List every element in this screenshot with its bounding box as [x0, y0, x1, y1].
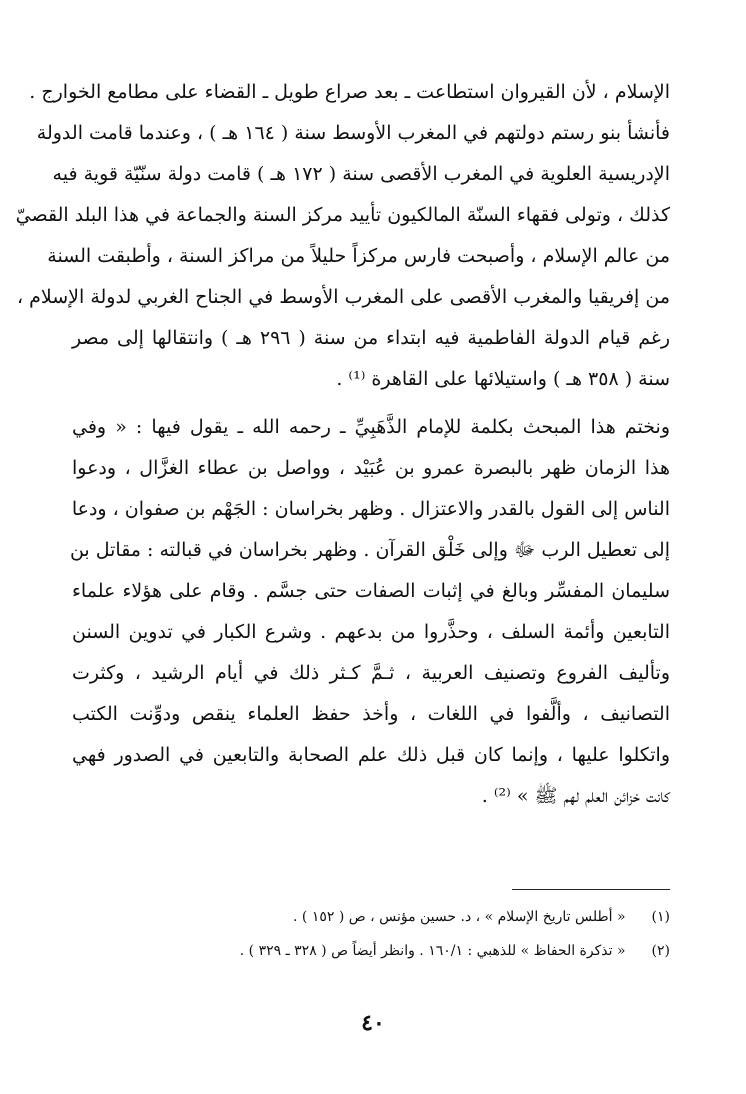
- text-line: كانت خزائن العلم لهم ﷺ » ⁽²⁾ .: [481, 785, 670, 807]
- text-line: من إفريقيا والمغرب الأقصى على المغرب الأوسط في الجناح الغربي لدولة الإسلام ،: [16, 286, 670, 308]
- text-line: الإسلام ، لأن القيروان استطاعت ـ بعد صراع طويل ـ القضاء على مطامع الخوارج .: [29, 81, 670, 103]
- text-line: وتأليف الفروع وتصنيف العربية ، ثـمَّ كـثر ذلك في أيام الرشيد ، وكثرت: [72, 662, 670, 684]
- text-line: التابعين وأئمة السلف ، وحذَّروا من بدعهم . وشرع الكبار في تدوين السنن: [72, 621, 670, 643]
- text-line: التصانيف ، وألَّفوا في اللغات ، وأخذ حفظ العلماء ينقص ودوِّنت الكتب: [72, 703, 670, 725]
- text-line: رغم قيام الدولة الفاطمية فيه ابتداء من سنة ( ٢٩٦ هـ ) وانتقالها إلى مصر: [72, 327, 670, 349]
- text-line: سليمان المفسِّر وبالغ في إثبات الصفات حتى جسَّم . وقام على هؤلاء علماء: [72, 580, 670, 602]
- text-line: سنة ( ٣٥٨ هـ ) واستيلائها على القاهرة ⁽¹⁾ .: [336, 368, 670, 390]
- footnote-separator: [512, 889, 670, 890]
- paragraph-2: [69, 407, 670, 817]
- text-line: ونختم هذا المبحث بكلمة للإمام الذَّهَبِيِّ ـ رحمه الله ـ يقول فيها : « وفي: [72, 416, 670, 438]
- footnote-text: « أطلس تاريخ الإسلام » ، د. حسين مؤنس ، ص ( ١٥٢ ) .: [293, 909, 626, 925]
- footnote-text: « تذكرة الحفاظ » للذهبي : ١٦٠/١ . وانظر أيضاً ص ( ٣٢٨ ـ ٣٢٩ ) .: [239, 943, 626, 959]
- text-line: هذا الزمان ظهر بالبصرة عمرو بن عُبَيْد ، وواصل بن عطاء الغزَّال ، ودعوا: [72, 457, 670, 479]
- text-line: الإدريسية العلوية في المغرب الأقصى سنة ( ١٧٢ هـ ) قامت دولة سنّيّة قوية فيه: [52, 163, 670, 185]
- text-line: الناس إلى القول بالقدر والاعتزال . وظهر بخراسان : الجَهْم بن صفوان ، ودعا: [71, 498, 670, 520]
- text-line: واتكلوا عليها ، وإنما كان قبل ذلك علم الصحابة والتابعين في الصدور فهي: [72, 744, 670, 766]
- text-line: إلى تعطيل الرب ﷻ وإلى خَلْق القرآن . وظهر بخراسان في قبالته : مقاتل بن: [69, 539, 670, 561]
- page-number: ٤٠: [361, 1010, 385, 1036]
- text-line: فأنشأ بنو رستم دولتهم في المغرب الأوسط سنة ( ١٦٤ هـ ) ، وعندما قامت الدولة: [36, 122, 670, 144]
- footnote-2: [180, 940, 670, 962]
- footnote-number: (٢): [651, 943, 670, 959]
- paragraph-1: [15, 72, 670, 400]
- text-line: من عالم الإسلام ، وأصبحت فارس مركزاً حليلاً من مراكز السنة ، وأطبقت السنة: [47, 245, 670, 267]
- footnote-number: (١): [651, 909, 670, 925]
- text-line: كذلك ، وتولى فقهاء السنّة المالكيون تأييد مركز السنة والجماعة في هذا البلد القصيّ: [15, 204, 670, 226]
- footnote-1: [180, 906, 670, 928]
